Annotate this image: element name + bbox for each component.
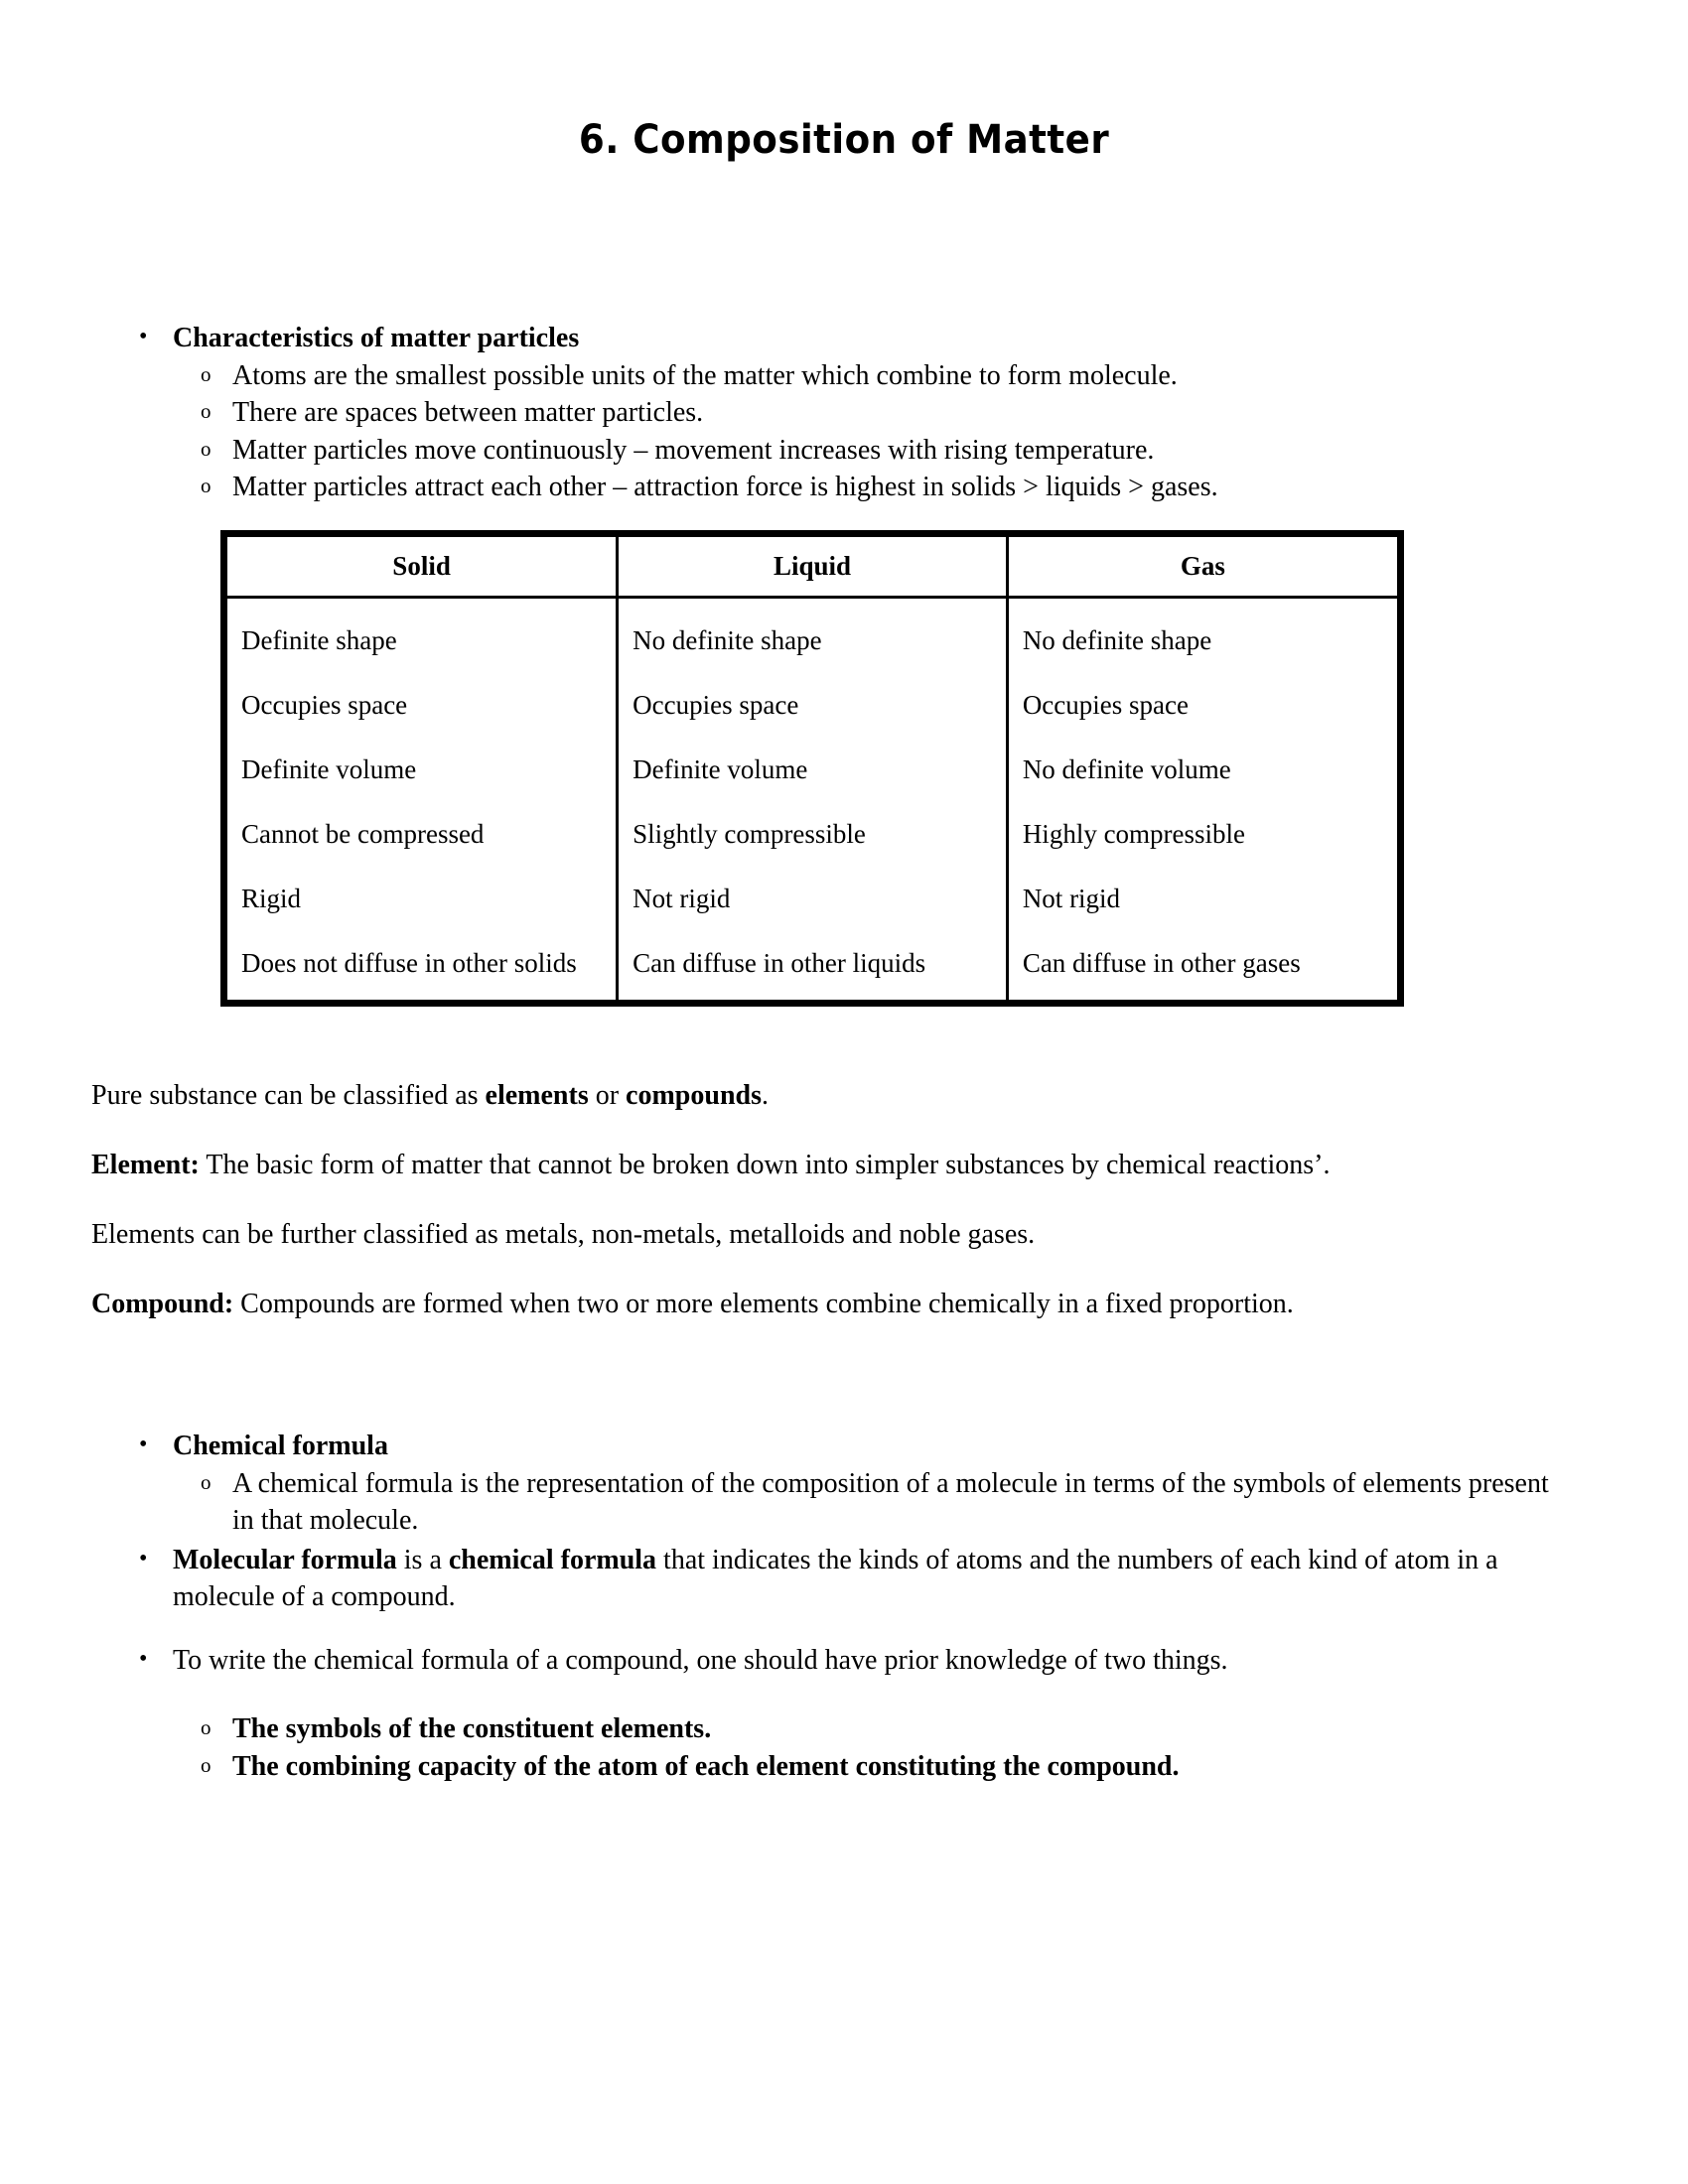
list-item [201,357,1549,395]
states-of-matter-table [220,530,1404,1007]
table-cell: No definite shape [618,598,1008,674]
circle-bullet-icon: o [201,1715,211,1740]
table-cell: Can diffuse in other gases [1007,931,1397,1000]
requirements-sublist [201,1710,1569,1785]
list-item [201,432,1549,470]
pure-substance-bold-elements: elements [485,1080,589,1111]
molecular-formula-bold: Molecular formula [173,1544,397,1575]
molecular-formula-rest: that indicates the kinds of atoms and the numbers of each kind of atom in a molecule of a compound. [173,1544,1498,1613]
table-cell: Does not diffuse in other solids [241,948,577,978]
column-header-liquid: Liquid [618,537,1008,598]
to-write-text: To write the chemical formula of a compound, one should have prior knowledge of two things. [173,1644,1228,1676]
list-item-label: The combining capacity of the atom of each element constituting the compound. [232,1750,1180,1782]
table-cell: Not rigid [1007,867,1397,931]
table-cell: No definite shape [1007,598,1397,674]
table-row [227,931,1397,1000]
disc-bullet-icon: • [139,1545,148,1571]
circle-bullet-icon: o [201,361,211,386]
pure-substance-text-2: or [588,1080,627,1111]
pure-substance-text-1: Pure substance can be classified as [91,1080,486,1111]
characteristics-section [139,320,1549,506]
chemical-formula-bold: chemical formula [448,1544,657,1575]
element-label: Element: [91,1150,200,1180]
circle-bullet-icon: o [201,399,211,424]
table-cell: Slightly compressible [618,802,1008,867]
chemical-formula-section [139,1428,1569,1785]
molecular-formula-mid: is a [396,1544,449,1575]
list-item-label: Atoms are the smallest possible units of the matter which combine to form molecule. [232,359,1178,391]
page-title: 6. Composition of Matter [578,117,1110,163]
table-cell: Definite volume [618,738,1008,802]
bullet-to-write [139,1642,1569,1680]
compound-label: Compound: [91,1289,234,1319]
paragraph-element [91,1148,1620,1183]
list-item-label: A chemical formula is the representation of the composition of a molecule in terms of the symbols of elements present in that molecule. [232,1467,1549,1537]
table-cell: Occupies space [241,690,408,720]
table-row [227,738,1397,802]
table-cell: No definite volume [1007,738,1397,802]
compound-definition: Compounds are formed when two or more elements combine chemically in a fixed proportion. [233,1289,1294,1319]
list-item [201,394,1549,432]
table-row [227,867,1397,931]
circle-bullet-icon: o [201,1752,211,1777]
table-cell: Can diffuse in other liquids [618,931,1008,1000]
list-item [201,469,1549,506]
table-header-row [227,537,1397,598]
characteristics-sublist [201,357,1549,506]
table-cell: Rigid [241,884,302,913]
table-cell: Occupies space [618,673,1008,738]
circle-bullet-icon: o [201,1469,211,1494]
pure-substance-bold-compounds: compounds [626,1080,762,1111]
chemical-formula-sublist [201,1465,1569,1540]
characteristics-heading: Characteristics of matter particles [173,323,580,353]
bullet-molecular-formula [139,1542,1569,1616]
elements-classified-text: Elements can be further classified as metals, non-metals, metalloids and noble gases. [91,1219,1036,1250]
table-cell: Highly compressible [1007,802,1397,867]
list-item [201,1710,1569,1748]
paragraph-elements-classified [91,1217,1601,1253]
disc-bullet-icon: • [139,1645,148,1672]
bullet-characteristics-heading [139,320,1549,357]
list-item [201,1748,1569,1786]
list-item-label: Matter particles attract each other – attraction force is highest in solids > liquids > gases. [232,472,1218,503]
paragraph-pure-substance [91,1078,1601,1114]
bullet-chemical-formula-heading [139,1428,1569,1465]
list-item-label: Matter particles move continuously – movement increases with rising temperature. [232,434,1155,466]
paragraph-compound [91,1287,1620,1322]
table-cell: Definite shape [241,625,397,655]
circle-bullet-icon: o [201,474,211,498]
table-cell: Cannot be compressed [241,819,485,849]
table-cell: Not rigid [618,867,1008,931]
table-cell: Definite volume [241,754,417,784]
pure-substance-text-3: . [761,1080,769,1111]
table-row [227,673,1397,738]
table-cell: Occupies space [1007,673,1397,738]
table-row [227,802,1397,867]
disc-bullet-icon: • [139,1432,148,1457]
molecular-formula-text [173,1542,1569,1616]
list-item-label: There are spaces between matter particles. [232,397,704,429]
column-header-gas: Gas [1007,537,1397,598]
chemical-formula-heading: Chemical formula [173,1431,388,1461]
element-definition: The basic form of matter that cannot be broken down into simpler substances by chemical reactions’. [199,1150,1331,1180]
circle-bullet-icon: o [201,436,211,461]
column-header-solid: Solid [227,537,618,598]
table-row [227,598,1397,674]
disc-bullet-icon: • [139,324,148,349]
list-item [201,1465,1569,1540]
list-item-label: The symbols of the constituent elements. [232,1713,712,1745]
